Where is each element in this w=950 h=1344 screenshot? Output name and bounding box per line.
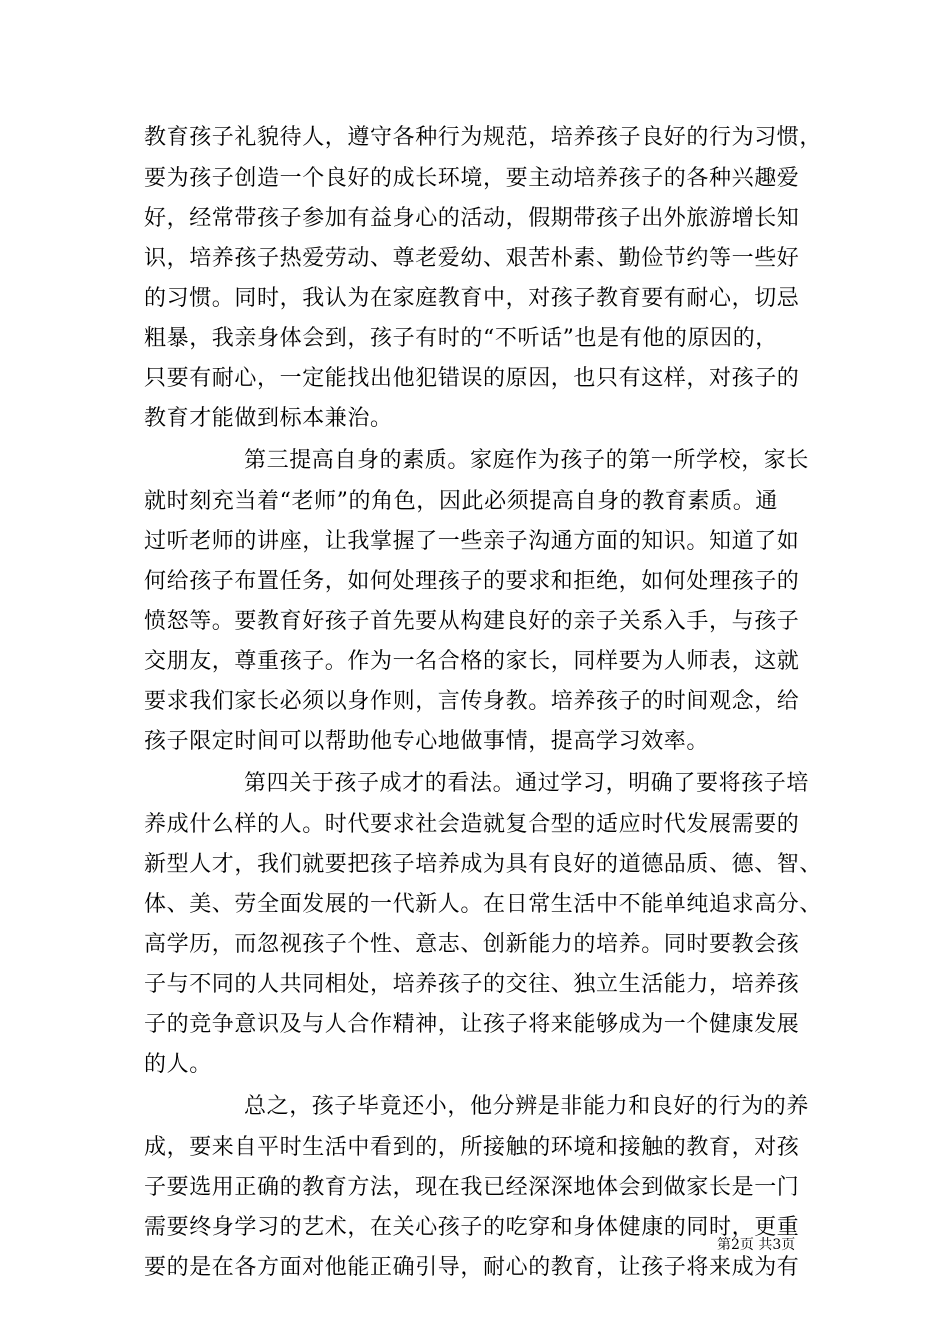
text-line: 的习惯。同时，我认为在家庭教育中，对孩子教育要有耐心，切忌: [144, 286, 800, 311]
text-line: 子的竞争意识及与人合作精神，让孩子将来能够成为一个健康发展: [144, 1012, 800, 1037]
footer-current-page: 2: [731, 1237, 740, 1253]
text-line: 只要有耐心，一定能找出他犯错误的原因，也只有这样，对孩子的: [144, 366, 800, 391]
page-number-footer: [717, 1236, 795, 1254]
text-line: 高学历，而忽视孩子个性、意志、创新能力的培养。同时要教会孩: [144, 932, 800, 957]
text-line: 需要终身学习的艺术，在关心孩子的吃穿和身体健康的同时，更重: [144, 1215, 800, 1240]
text-line: 教育才能做到标本兼治。: [144, 406, 393, 431]
text-line: 好，经常带孩子参加有益身心的活动，假期带孩子出外旅游增长知: [144, 206, 800, 231]
text-line: 愤怒等。要教育好孩子首先要从构建良好的亲子关系入手，与孩子: [144, 609, 800, 634]
paragraph-start: 总之，孩子毕竟还小，他分辨是非能力和良好的行为的养: [244, 1094, 810, 1119]
text-line: 成，要来自平时生活中看到的，所接触的环境和接触的教育，对孩: [144, 1135, 800, 1160]
text-line: 就时刻充当着“老师”的角色，因此必须提高自身的教育素质。通: [144, 489, 778, 514]
text-line: 体、美、劳全面发展的一代新人。在日常生活中不能单纯追求高分、: [144, 892, 823, 917]
text-line: 孩子限定时间可以帮助他专心地做事情，提高学习效率。: [144, 729, 710, 754]
text-line: 粗暴，我亲身体会到，孩子有时的“不听话”也是有他的原因的，: [144, 326, 778, 351]
paragraph-start: 第三提高自身的素质。家庭作为孩子的第一所学校，家长: [244, 448, 810, 473]
footer-prefix: 第: [717, 1237, 731, 1253]
text-line: 何给孩子布置任务，如何处理孩子的要求和拒绝，如何处理孩子的: [144, 569, 800, 594]
text-line: 要的是在各方面对他能正确引导，耐心的教育，让孩子将来成为有: [144, 1255, 800, 1280]
footer-middle: 页 共: [739, 1237, 773, 1253]
text-line: 养成什么样的人。时代要求社会造就复合型的适应时代发展需要的: [144, 812, 800, 837]
footer-total-pages: 3: [772, 1237, 782, 1253]
text-line: 新型人才，我们就要把孩子培养成为具有良好的道德品质、德、智、: [144, 852, 823, 877]
paragraph-start: 第四关于孩子成才的看法。通过学习，明确了要将孩子培: [244, 771, 810, 796]
text-line: 识，培养孩子热爱劳动、尊老爱幼、艰苦朴素、勤俭节约等一些好: [144, 246, 800, 271]
text-line: 交朋友，尊重孩子。作为一名合格的家长，同样要为人师表，这就: [144, 649, 800, 674]
text-line: 过听老师的讲座，让我掌握了一些亲子沟通方面的知识。知道了如: [144, 529, 800, 554]
text-line: 教育孩子礼貌待人，遵守各种行为规范，培养孩子良好的行为习惯，: [144, 125, 823, 150]
text-line: 要求我们家长必须以身作则，言传身教。培养孩子的时间观念，给: [144, 689, 800, 714]
text-line: 子要选用正确的教育方法，现在我已经深深地体会到做家长是一门: [144, 1175, 800, 1200]
footer-suffix: 页: [781, 1237, 796, 1253]
text-line: 的人。: [144, 1052, 212, 1077]
text-line: 要为孩子创造一个良好的成长环境，要主动培养孩子的各种兴趣爱: [144, 166, 800, 191]
text-line: 子与不同的人共同相处，培养孩子的交往、独立生活能力，培养孩: [144, 972, 800, 997]
